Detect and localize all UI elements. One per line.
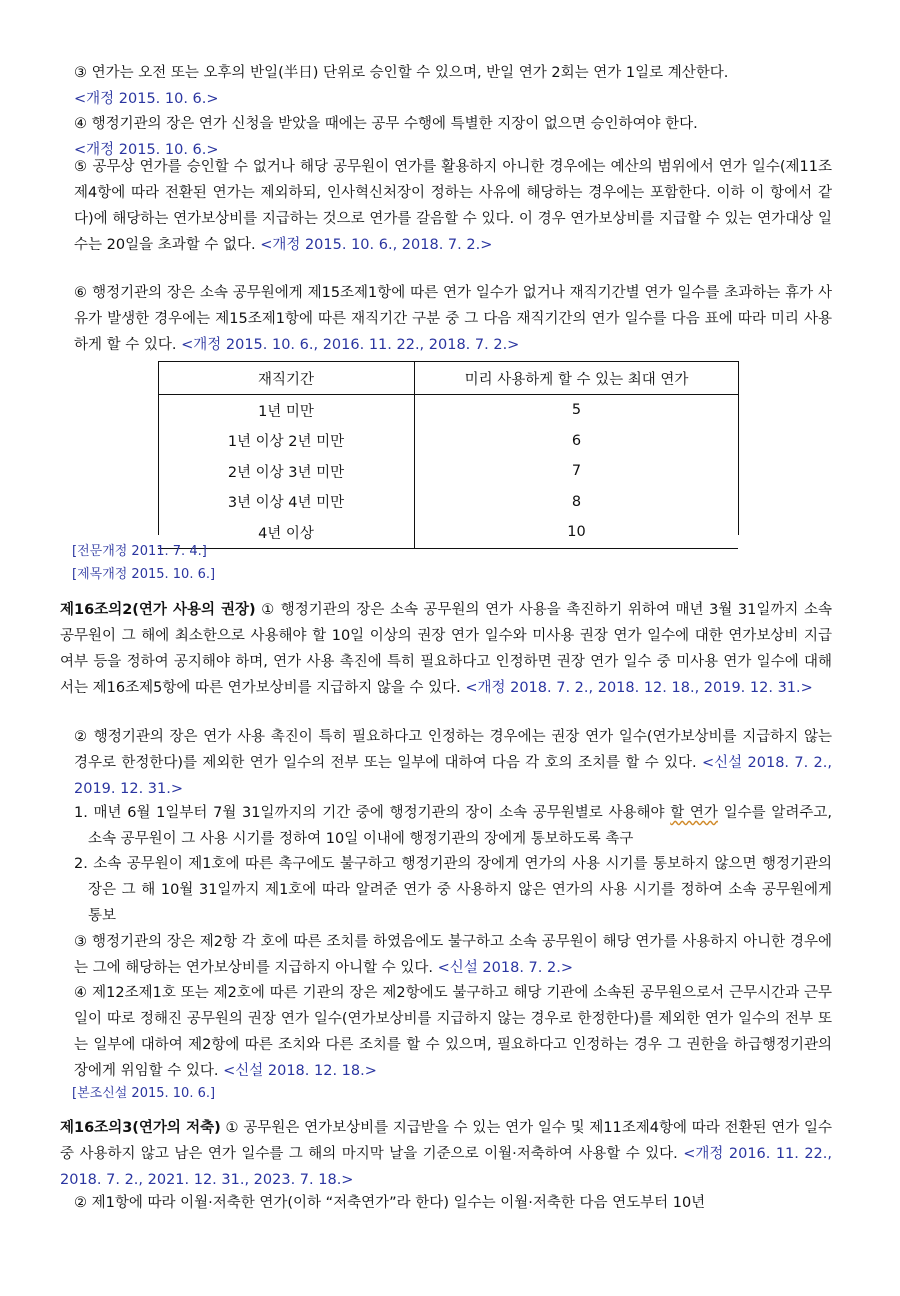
article-16-3-p2 [74,1190,832,1216]
title-amend-note: [제목개정 2015. 10. 6.] [72,567,216,582]
article-new-note: [본조신설 2015. 10. 6.] [72,1086,216,1101]
article-16-2-p2-text: ② 행정기관의 장은 연가 사용 촉진이 특히 필요하다고 인정하는 경우에는 권장 연가 일수(연가보상비를 지급하지 않는 경우로 한정한다)를 제외한 연가 일수의 전부 또는 일부에 대하여 다음 각 호의 조치를 할 수 있다. [74,729,832,771]
article-16-2-item-1 [74,800,832,852]
table-row [158,426,738,457]
table-header-max: 미리 사용하게 할 수 있는 최대 연가 [415,362,739,395]
advance-leave-table [158,361,738,549]
amendment-note: <개정 2015. 10. 6.> [74,91,219,107]
article-16-3-p1-text: ① 공무원은 연가보상비를 지급받을 수 있는 연가 일수 및 제11조제4항에 따라 전환된 연가 일수 중 사용하지 않고 남은 연가 일수를 그 해의 마지막 날을 기준으로 이월·저축하여 사용할 수 있다. [60,1120,833,1162]
paragraph-5 [74,154,832,258]
table-cell-period: 3년 이상 4년 미만 [158,487,415,518]
table-cell-period: 1년 이상 2년 미만 [158,426,415,457]
amendment-note: <신설 2018. 7. 2., 2019. 12. 31.> [74,755,832,797]
article-title: 제16조의3(연가의 저축) [60,1120,221,1136]
article-16-2-p1 [60,597,832,701]
paragraph-3 [74,60,832,112]
item-1-text-a: 1. 매년 6월 1일부터 7월 31일까지의 기간 중에 행정기관의 장이 소속 공무원별로 사용해야 [74,805,671,821]
article-16-2-p3-text: ③ 행정기관의 장은 제2항 각 호에 따른 조치를 하였음에도 불구하고 소속 공무원이 해당 연가를 사용하지 아니한 경우에는 그에 해당하는 연가보상비를 지급하지 아니할 수 있다. [74,934,832,976]
article-16-2-item-2 [74,851,832,929]
table-cell-max: 7 [571,463,582,480]
article-title: 제16조의2(연가 사용의 권장) [60,602,256,618]
table-row [158,395,738,426]
paragraph-6 [74,280,832,358]
table-header-period: 재직기간 [158,362,415,395]
table-cell-period: 2년 이상 3년 미만 [158,456,415,487]
paragraph-5-text: ⑤ 공무상 연가를 승인할 수 없거나 해당 공무원이 연가를 활용하지 아니한 경우에는 예산의 범위에서 연가 일수(제11조제4항에 따라 전환된 연가는 제외하되, 인사혁신처장이 정하는 사유에 해당하는 경우에는 포함한다. 이하 이 항에서 같다)에 해당하는 연가보상비를 지급하는 것으로 연가를 갈음할 수 있다. 이 경우 연가보상비를 지급할 수 있는 연가대상 일수는 20일을 초과할 수 없다. [74,159,832,253]
table-cell-max: 6 [571,432,582,449]
amendment-note: <개정 2015. 10. 6., 2016. 11. 22., 2018. 7. 2.> [181,337,520,353]
table-header-row [158,362,738,395]
table-cell-period: 1년 미만 [158,395,415,426]
article-16-3-p1 [60,1115,832,1193]
table-row [158,517,738,548]
article-16-2-p3 [74,929,832,981]
amendment-note: <신설 2018. 7. 2.> [437,960,573,976]
article-16-2-p2 [74,724,832,802]
paragraph-4-text: ④ 행정기관의 장은 연가 신청을 받았을 때에는 공무 수행에 특별한 지장이 없으면 승인하여야 한다. [74,116,698,132]
amendment-note: <신설 2018. 12. 18.> [223,1063,377,1079]
article-16-2-p4-text: ④ 제12조제1호 또는 제2호에 따른 기관의 장은 제2항에도 불구하고 해당 기관에 소속된 공무원으로서 근무시간과 근무일이 따로 정해진 공무원의 권장 연가 일수(연가보상비를 지급하지 않는 경우로 한정한다)를 제외한 연가 일수의 전부 또는 일부에 대하여 제2항에 따른 조치와 다른 조치를 할 수 있으며, 필요하다고 인정하는 경우 그 권한을 하급행정기관의 장에게 위임할 수 있다. [74,985,832,1079]
table-cell-max: 8 [571,493,582,510]
table-cell-max: 10 [415,517,739,548]
table-row [158,456,738,487]
table-right-border [738,361,739,535]
table-cell-period: 4년 이상 [158,517,415,548]
full-amend-note: [전문개정 2011. 7. 4.] [72,544,207,559]
amendment-note: <개정 2015. 10. 6., 2018. 7. 2.> [260,237,493,253]
article-16-2-p1-text: ① 행정기관의 장은 소속 공무원의 연가 사용을 촉진하기 위하여 매년 3월 31일까지 소속 공무원이 그 해에 최소한으로 사용해야 할 10일 이상의 권장 연가 일수와 미사용 권장 연가 일수에 대한 연가보상비 지급 여부 등을 정하여 공지해야 하며, 연가 사용 촉진에 특히 필요하다고 인정하면 권장 연가 일수 중 미사용 연가 일수에 대해서는 제16조제5항에 따른 연가보상비를 지급하지 않을 수 있다. [60,602,832,696]
paragraph-3-text: ③ 연가는 오전 또는 오후의 반일(半日) 단위로 승인할 수 있으며, 반일 연가 2회는 연가 1일로 계산한다. [74,65,729,81]
amendment-note: <개정 2015. 10. 6.> [74,142,219,158]
article-16-3-p2-text: ② 제1항에 따라 이월·저축한 연가(이하 “저축연가”라 한다) 일수는 이월·저축한 다음 연도부터 10년 [74,1195,706,1211]
amendment-note: <개정 2018. 7. 2., 2018. 12. 18., 2019. 12. 31.> [465,680,813,696]
item-1-text-c: 일수를 알려주고, 소속 공무원이 그 사용 시기를 정하여 10일 이내에 행정기관의 장에게 통보하도록 촉구 [88,805,832,847]
item-2-text: 2. 소속 공무원이 제1호에 따른 촉구에도 불구하고 행정기관의 장에게 연가의 사용 시기를 통보하지 않으면 행정기관의 장은 그 해 10월 31일까지 제1호에 따라 알려준 연가 중 사용하지 않은 연가의 사용 시기를 정하여 소속 공무원에게 통보 [74,856,832,924]
table-cell-max: 5 [571,402,582,419]
paragraph-6-text: ⑥ 행정기관의 장은 소속 공무원에게 제15조제1항에 따른 연가 일수가 없거나 재직기간별 연가 일수를 초과하는 휴가 사유가 발생한 경우에는 제15조제1항에 따른 재직기간 구분 중 그 다음 재직기간의 연가 일수를 다음 표에 따라 미리 사용하게 할 수 있다. [74,285,832,353]
amendment-note: <개정 2016. 11. 22., 2018. 7. 2., 2021. 12. 31., 2023. 7. 18.> [60,1146,833,1188]
item-1-text-marked: 할 연가 [670,805,718,821]
table-row [158,487,738,518]
article-16-2-p4 [74,980,832,1084]
